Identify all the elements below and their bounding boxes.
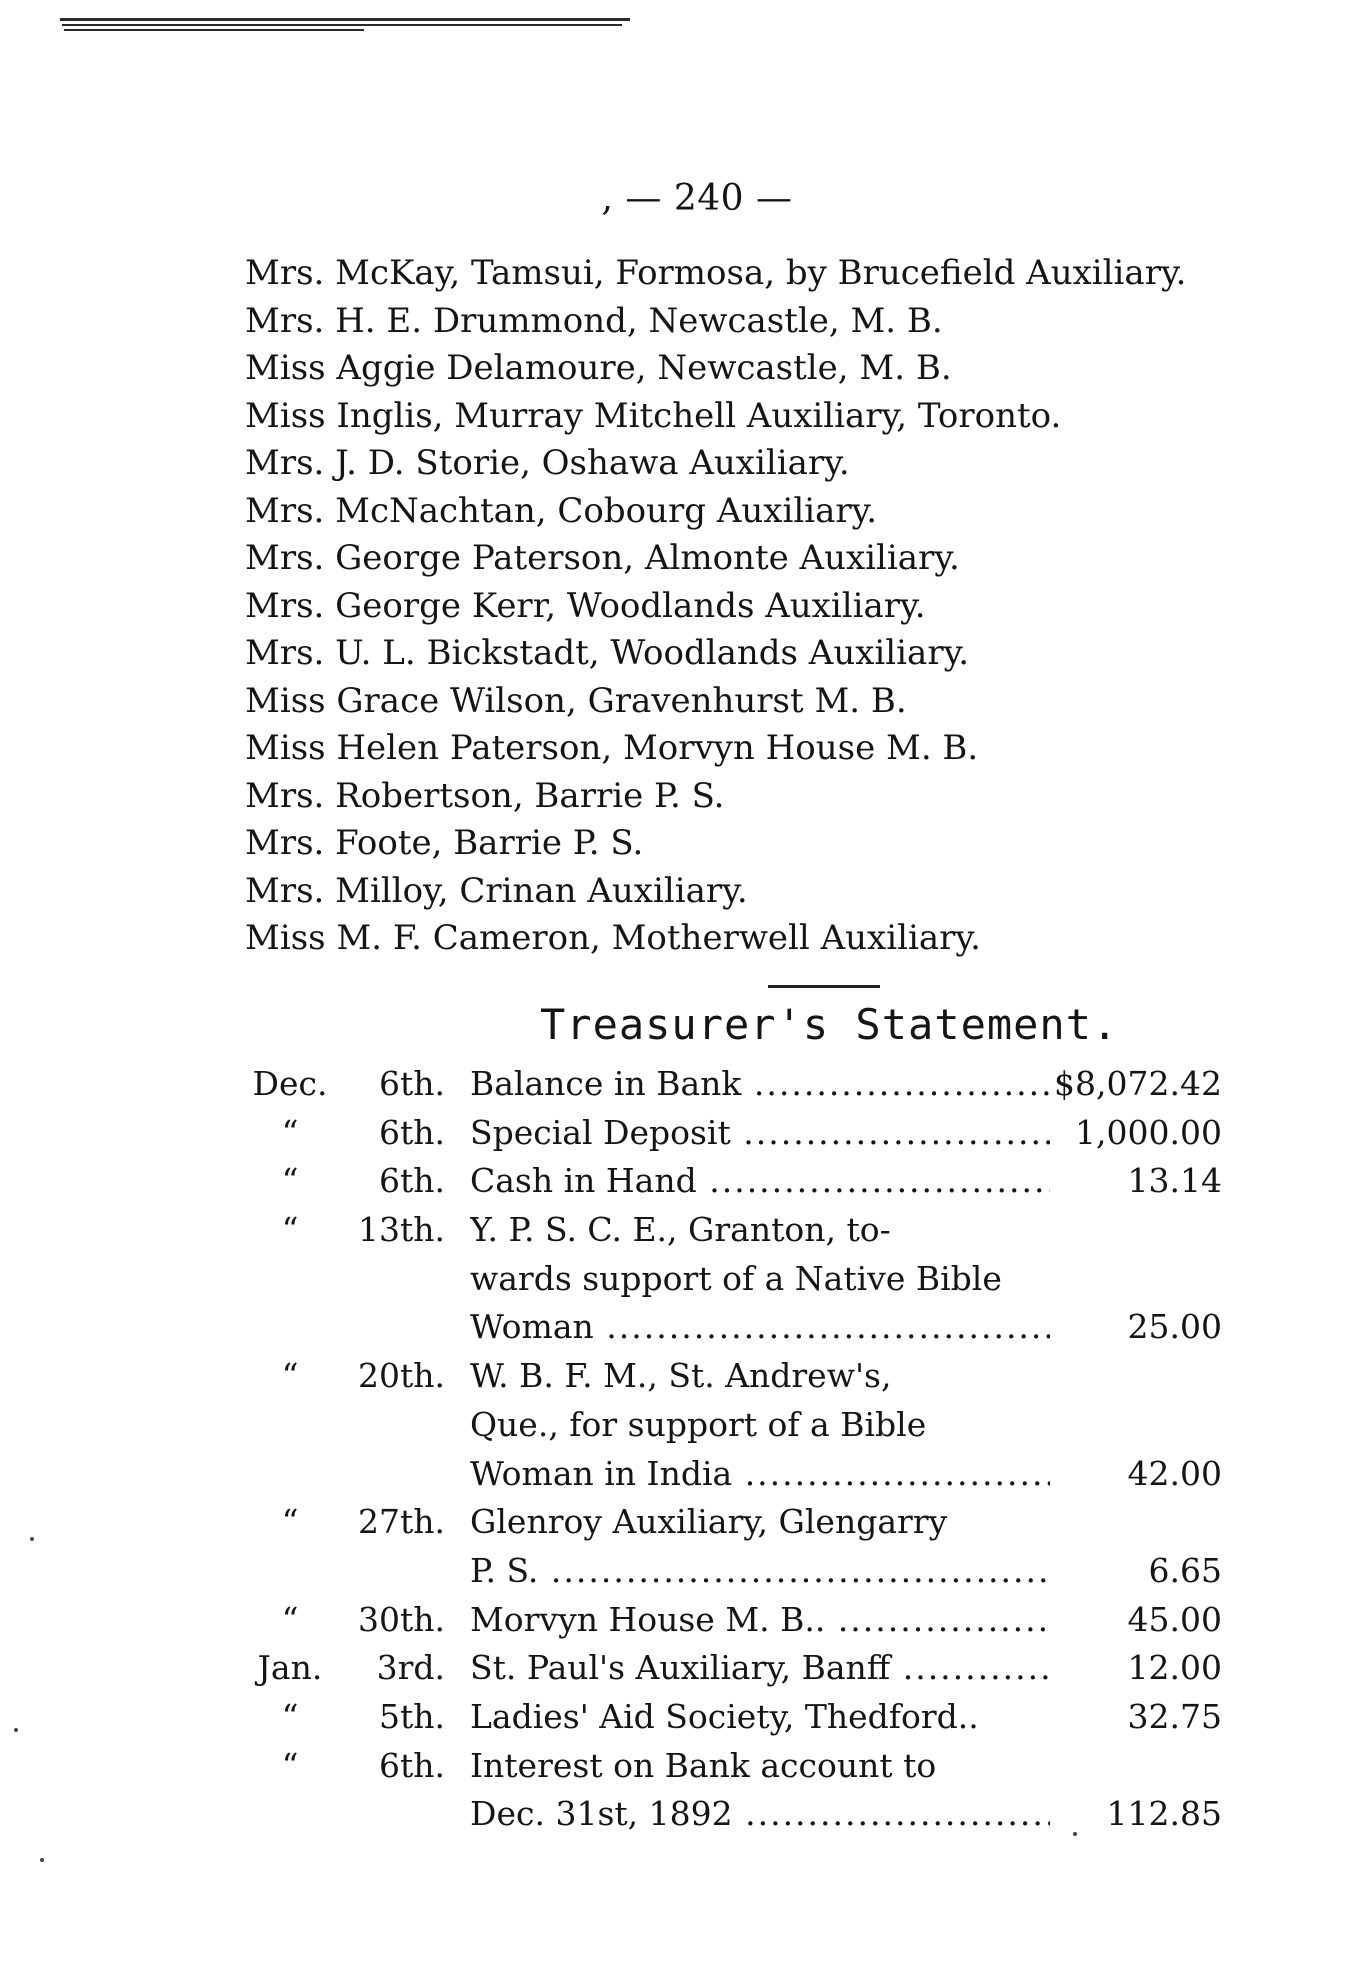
ledger-description: St. Paul's Auxiliary, Banff ..... <box>470 1644 1050 1693</box>
ledger-line <box>0 1255 1364 1304</box>
ledger-description: Balance in Bank ..... <box>470 1060 1050 1109</box>
ledger-description: Cash in Hand ..... <box>470 1157 1050 1206</box>
list-item: Miss Inglis, Murray Mitchell Auxiliary, Toronto. <box>245 395 1062 436</box>
ledger-line <box>0 1060 1364 1109</box>
ledger-description: P. S. ..... <box>470 1547 1050 1596</box>
ledger-day: 20th. <box>358 1356 445 1396</box>
ledger-description: Dec. 31st, 1892 ..... <box>470 1790 1050 1839</box>
ledger-amount: 25.00 <box>1127 1307 1222 1347</box>
statement-title: Treasurer's Statement. <box>540 1000 1119 1049</box>
page-number: , — 240 — <box>601 178 793 219</box>
list-item: Mrs. H. E. Drummond, Newcastle, M. B. <box>245 300 943 341</box>
ledger-amount: 6.65 <box>1148 1550 1222 1590</box>
ledger-day: 6th. <box>379 1161 445 1201</box>
ledger-description: Special Deposit ..... <box>470 1109 1050 1158</box>
ledger-line <box>0 1742 1364 1791</box>
ledger-month: “ <box>281 1502 299 1542</box>
ledger-line <box>0 1352 1364 1401</box>
list-item: Mrs. McNachtan, Cobourg Auxiliary. <box>245 490 878 531</box>
ledger-day: 13th. <box>358 1210 445 1250</box>
ledger-month: “ <box>281 1696 299 1736</box>
ledger-day: 30th. <box>358 1599 445 1639</box>
ledger-line <box>0 1303 1364 1352</box>
ledger-description: Interest on Bank account to <box>470 1745 937 1785</box>
list-item: Mrs. Milloy, Crinan Auxiliary. <box>245 870 748 911</box>
list-item: Mrs. George Kerr, Woodlands Auxiliary. <box>245 585 926 626</box>
list-item: Miss Helen Paterson, Morvyn House M. B. <box>245 728 979 768</box>
print-speck <box>14 1728 18 1732</box>
ledger-description: Glenroy Auxiliary, Glengarry <box>470 1502 948 1542</box>
ledger-amount: 45.00 <box>1127 1599 1222 1639</box>
list-item: Miss M. F. Cameron, Motherwell Auxiliary. <box>245 918 981 958</box>
treasurer-ledger <box>0 1060 1364 1839</box>
member-name-list <box>245 250 1335 963</box>
print-speck <box>40 1858 44 1862</box>
ledger-month: “ <box>281 1112 299 1152</box>
ledger-line <box>0 1790 1364 1839</box>
top-rule <box>62 24 622 26</box>
ledger-day: 27th. <box>358 1502 445 1542</box>
ledger-month: “ <box>281 1599 299 1639</box>
ledger-month: “ <box>281 1210 299 1250</box>
list-item: Miss Grace Wilson, Gravenhurst M. B. <box>245 680 907 721</box>
ledger-line <box>0 1693 1364 1742</box>
list-item: Mrs. Foote, Barrie P. S. <box>245 823 644 863</box>
ledger-day: 6th. <box>379 1745 445 1785</box>
ledger-line <box>0 1109 1364 1158</box>
ledger-description: Que., for support of a Bible <box>470 1404 927 1444</box>
top-rule <box>64 29 364 31</box>
ledger-line <box>0 1157 1364 1206</box>
list-item: Mrs. J. D. Storie, Oshawa Auxiliary. <box>245 443 850 483</box>
ledger-description: Woman in India ..... <box>470 1450 1050 1499</box>
ledger-line <box>0 1450 1364 1499</box>
ledger-description: Ladies' Aid Society, Thedford.. <box>470 1696 979 1736</box>
print-speck <box>1073 1832 1077 1836</box>
ledger-line <box>0 1401 1364 1450</box>
ledger-description: W. B. F. M., St. Andrew's, <box>470 1356 892 1396</box>
ledger-amount: 13.14 <box>1127 1161 1222 1201</box>
ledger-amount: 42.00 <box>1127 1453 1222 1493</box>
ledger-day: 6th. <box>379 1112 445 1152</box>
ledger-line <box>0 1206 1364 1255</box>
ledger-month: Jan. <box>257 1648 323 1688</box>
ledger-month: “ <box>281 1161 299 1201</box>
ledger-day: 5th. <box>379 1696 445 1736</box>
ledger-day: 6th. <box>379 1064 445 1103</box>
ledger-month: “ <box>281 1745 299 1785</box>
list-item: Mrs. Robertson, Barrie P. S. <box>245 775 725 816</box>
ledger-line <box>0 1644 1364 1693</box>
ledger-description: Y. P. S. C. E., Granton, to- <box>470 1210 891 1250</box>
print-speck <box>30 1537 34 1541</box>
section-divider <box>768 985 880 988</box>
ledger-line <box>0 1498 1364 1547</box>
ledger-amount: 32.75 <box>1127 1696 1222 1736</box>
ledger-description: Woman ..... <box>470 1303 1050 1352</box>
ledger-month: Dec. <box>252 1064 328 1103</box>
ledger-month: “ <box>281 1356 299 1396</box>
list-item: Mrs. U. L. Bickstadt, Woodlands Auxiliary. <box>245 633 970 673</box>
ledger-line <box>0 1596 1364 1645</box>
ledger-day: 3rd. <box>376 1648 445 1688</box>
ledger-amount: 1,000.00 <box>1075 1112 1222 1152</box>
ledger-line <box>0 1547 1364 1596</box>
list-item: Miss Aggie Delamoure, Newcastle, M. B. <box>245 348 952 388</box>
list-item: Mrs. McKay, Tamsui, Formosa, by Brucefield Auxiliary. <box>245 253 1187 293</box>
ledger-amount: 112.85 <box>1106 1794 1222 1834</box>
ledger-amount: 12.00 <box>1127 1648 1222 1688</box>
ledger-description: Morvyn House M. B.. ..... <box>470 1596 1050 1645</box>
top-rule <box>60 18 630 21</box>
ledger-description: wards support of a Native Bible <box>470 1258 1002 1298</box>
ledger-amount: $8,072.42 <box>1054 1064 1222 1103</box>
list-item: Mrs. George Paterson, Almonte Auxiliary. <box>245 538 960 578</box>
